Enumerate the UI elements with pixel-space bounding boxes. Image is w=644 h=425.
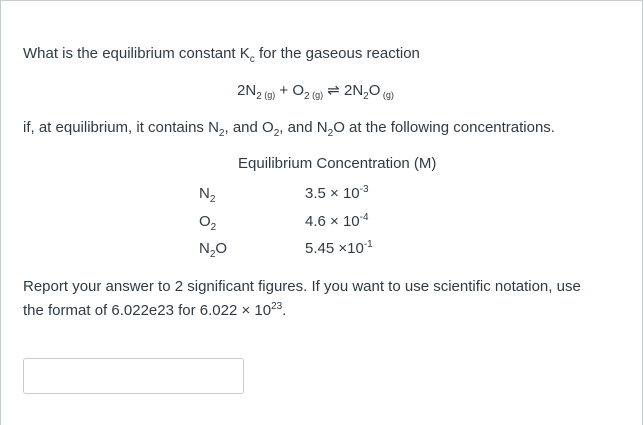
equilibrium-arrow: ⇌ bbox=[323, 82, 344, 99]
instructions-line-1: Report your answer to 2 significant figures. If you want to use scientific notation, use bbox=[23, 278, 581, 295]
reactant-o2-subscript: 2 bbox=[304, 91, 310, 102]
reactant-n2-subscript: 2 bbox=[256, 91, 262, 102]
intro-n2-subscript: 2 bbox=[218, 128, 225, 139]
species-symbol: O bbox=[199, 213, 211, 230]
species-subscript: 2 bbox=[210, 222, 217, 233]
concentration-n2 bbox=[305, 185, 369, 203]
instructions-format-text: the format of 6.022e23 for 6.022 × 10 bbox=[23, 302, 272, 319]
instructions-period: . bbox=[282, 302, 287, 319]
intro-o2-subscript: 2 bbox=[273, 128, 280, 139]
species-subscript: 2 bbox=[209, 249, 216, 260]
concentration-exponent: -1 bbox=[363, 239, 373, 250]
concentration-mantissa: 5.45 ×10 bbox=[305, 240, 364, 257]
product-n2o-subscript: 2 bbox=[363, 91, 369, 102]
species-n2o bbox=[199, 240, 227, 258]
concentration-intro bbox=[23, 119, 555, 137]
species-symbol: N bbox=[199, 240, 210, 257]
answer-input[interactable] bbox=[23, 358, 244, 394]
concentration-o2 bbox=[305, 213, 369, 231]
product-n2o-oxygen: O bbox=[368, 82, 381, 99]
species-tail: O bbox=[215, 240, 228, 257]
intro-part-4: O at the following concentrations. bbox=[333, 119, 555, 136]
reactant-n2: 2N bbox=[237, 82, 257, 99]
reaction-equation bbox=[237, 82, 394, 104]
table-header: Equilibrium Concentration (M) bbox=[238, 155, 437, 172]
concentration-exponent: -4 bbox=[359, 212, 369, 223]
question-text-start: What is the equilibrium constant K bbox=[23, 45, 250, 62]
species-subscript: 2 bbox=[209, 194, 216, 205]
product-n2o: 2N bbox=[343, 82, 364, 99]
instructions-exponent: 23 bbox=[271, 301, 283, 312]
species-n2 bbox=[199, 185, 215, 203]
intro-n2o-subscript: 2 bbox=[327, 128, 334, 139]
intro-part-3: , and N bbox=[279, 119, 328, 136]
question-text bbox=[23, 45, 420, 63]
concentration-exponent: -3 bbox=[359, 184, 369, 195]
question-text-end: for the gaseous reaction bbox=[254, 45, 420, 62]
instructions-line-2 bbox=[23, 302, 286, 320]
concentration-mantissa: 3.5 × 10 bbox=[305, 185, 360, 202]
concentration-mantissa: 4.6 × 10 bbox=[305, 213, 360, 230]
species-symbol: N bbox=[199, 185, 210, 202]
reactant-o2: + O bbox=[275, 82, 305, 99]
reactant-n2-phase: (g) bbox=[261, 90, 276, 100]
species-o2 bbox=[199, 213, 216, 231]
concentration-n2o bbox=[305, 240, 373, 258]
intro-part-1: if, at equilibrium, it contains N bbox=[23, 119, 219, 136]
k-subscript: c bbox=[249, 54, 255, 65]
intro-part-2: , and O bbox=[224, 119, 274, 136]
reactant-o2-phase: (g) bbox=[309, 90, 324, 100]
product-n2o-phase: (g) bbox=[380, 90, 394, 100]
